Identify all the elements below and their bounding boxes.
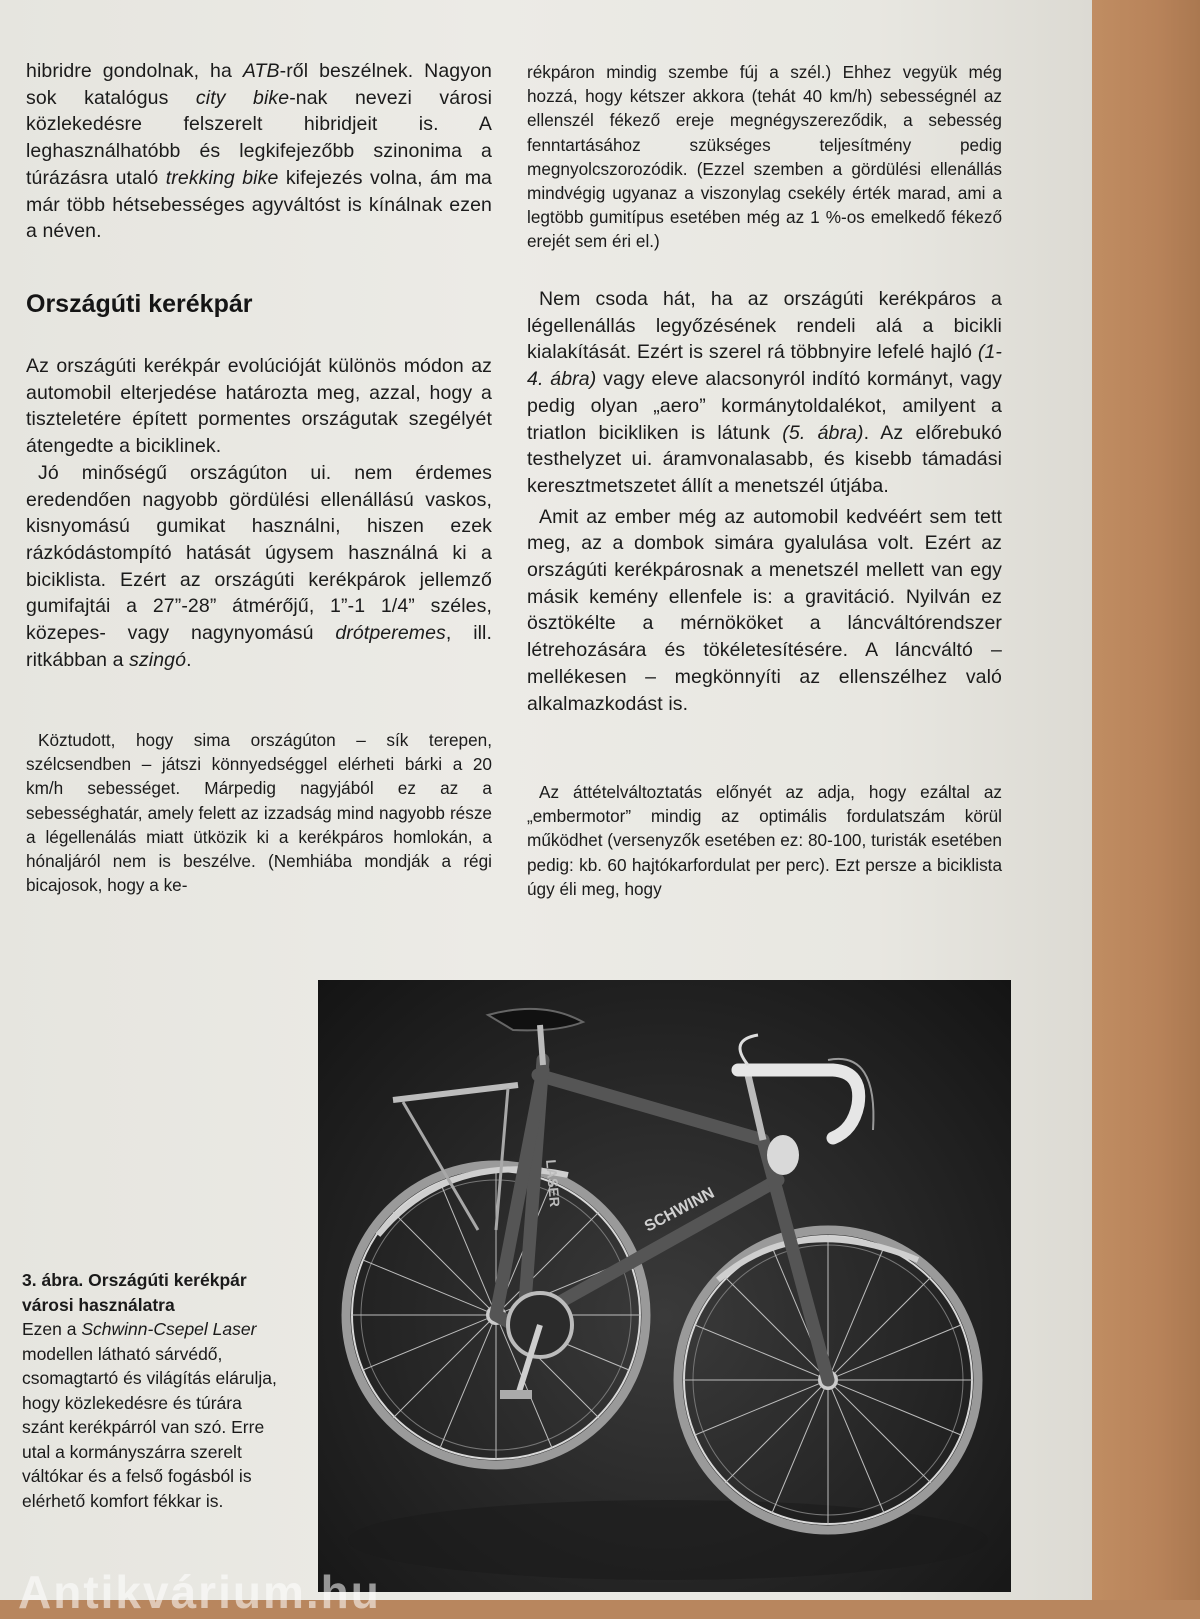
headlamp bbox=[767, 1135, 799, 1175]
left-column-middle bbox=[26, 353, 492, 673]
caption-text: Ezen a Schwinn-Csepel Laser modellen látható sárvédő, csomagtartó és világítás elárulja, hogy közlekedésre és túrára szánt kerékpárról van szó. Erre utal a kormányszárra szerelt váltókar és a felső fogásból is elérhető komfort fékkar is. bbox=[22, 1319, 277, 1511]
left-column-bottom bbox=[26, 728, 492, 897]
paragraph-speed: Köztudott, hogy sima országúton – sík terepen, szélcsendben – játszi könnyedséggel elérheti bárki a 20 km/h sebességet. Márpedig nagyjából ez az a sebességhatár, amely felett az izzadság mind nagyobb része a légellenálás miatt ütközik ki a kerékpáros homlokán, a hónaljáról nem is beszélve. (Nemhiába mondják a régi bicajosok, hogy a ke- bbox=[26, 730, 492, 896]
paragraph-tyres: Jó minőségű országúton ui. nem érdemes eredendően nagyobb gördülési ellenállású vaskos, kisnyomású gumikat használni, hiszen ezek rázkódástompító hatását úgysem használná ki a biciklista. Ezért az országúti kerékpárok jellemző gumifajtái a 27”-28” átmérőjű, 1”-1 1/4” széles, közepes- vagy nagynyomású drótperemes, ill. ritkábban a szingó. bbox=[26, 461, 493, 671]
watermark: Antikvárium.hu bbox=[18, 1566, 381, 1618]
paragraph-headwind: rékpáron mindig szembe fúj a szél.) Ehhez vegyük még hozzá, hogy kétszer akkora (tehát 40 km/h) sebességnél az ellenszél fékező ereje megnégyszereződik, a sebesség fenntartásához szükséges teljesítmény pedig megnyolcszorozódik. (Ezzel szemben a gördülési ellenállás mindvégig ugyanaz a viszonylag csekély érték marad, ami a legtöbb gumitípus esetében még az 1 %-os emelkedő fékező erejét sem éri el.) bbox=[527, 62, 1002, 252]
bicycle-photo bbox=[318, 980, 1011, 1592]
paragraph-gearing: Az áttételváltoztatás előnyét az adja, hogy ezáltal az „embermotor” mindig az optimális fordulatszám körül működhet (versenyzők esetében ez: 80-100, turisták esetében pedig: kb. 60 hajtókarfordulat per perc). Ezt persze a biciklista úgy éli meg, hogy bbox=[527, 782, 1002, 899]
left-column-top bbox=[26, 58, 492, 245]
frame-brand-label: SCHWINN bbox=[641, 1184, 718, 1236]
paragraph-gravity: Amit az ember még az automobil kedvéért sem tett meg, az a dombok simára gyalulása volt. Ezért az országúti kerékpárosnak a menetszél mellett van egy másik kemény ellenfele is: a gravitáció. Nyilván ez ösztökélte a mérnököket a láncváltórendszer létrehozására és tökéletesítésére. A láncváltó – mellékesen – megkönnyíti az ellenszélhez való alkalmazkodást is. bbox=[527, 505, 1002, 715]
section-heading: Országúti kerékpár bbox=[26, 290, 253, 318]
right-column-top bbox=[527, 60, 1002, 254]
paragraph-evolution: Az országúti kerékpár evolúcióját különös módon az automobil elterjedése határozta meg, azzal, hogy a tiszteletére épített pormentes országutak szegélyét átengedte a biciklinek. bbox=[26, 355, 492, 458]
paragraph-hybrid: hibridre gondolnak, ha ATB-ről beszélnek. Nagyon sok katalógus city bike-nak nevezi városi közlekedésre felszerelt hibridjeit is. A leghasználhatóbb és legkifejezőbb szinonima a túrázásra utaló trekking bike kifejezés volna, ám ma már több hétsebességes agyváltóst is kínálnak ezen a néven. bbox=[26, 60, 493, 243]
figure-caption bbox=[22, 1268, 284, 1513]
saddle bbox=[488, 1009, 583, 1030]
bicycle-illustration bbox=[318, 980, 1011, 1592]
caption-title: 3. ábra. Országúti kerékpár városi használatra bbox=[22, 1270, 247, 1315]
right-column-bottom bbox=[527, 780, 1002, 901]
frame-model-label: LASER bbox=[543, 1158, 564, 1208]
right-column-middle bbox=[527, 286, 1002, 717]
page-edge bbox=[1092, 0, 1200, 1600]
paragraph-aero: Nem csoda hát, ha az országúti kerékpáros a légellenállás legyőzésének rendeli alá a bicikli kialakítását. Ezért is szerel rá többnyire lefelé hajló (1-4. ábra) vagy eleve alacsonyról indító kormányt, vagy pedig olyan „aero” kormánytoldalékot, amilyent a triatlon bicikliken is látunk (5. ábra). Az előrebukó testhelyzet ui. áramvonalasabb, és kisebb támadási keresztmetszetet állít a menetszél útjába. bbox=[527, 288, 1002, 497]
